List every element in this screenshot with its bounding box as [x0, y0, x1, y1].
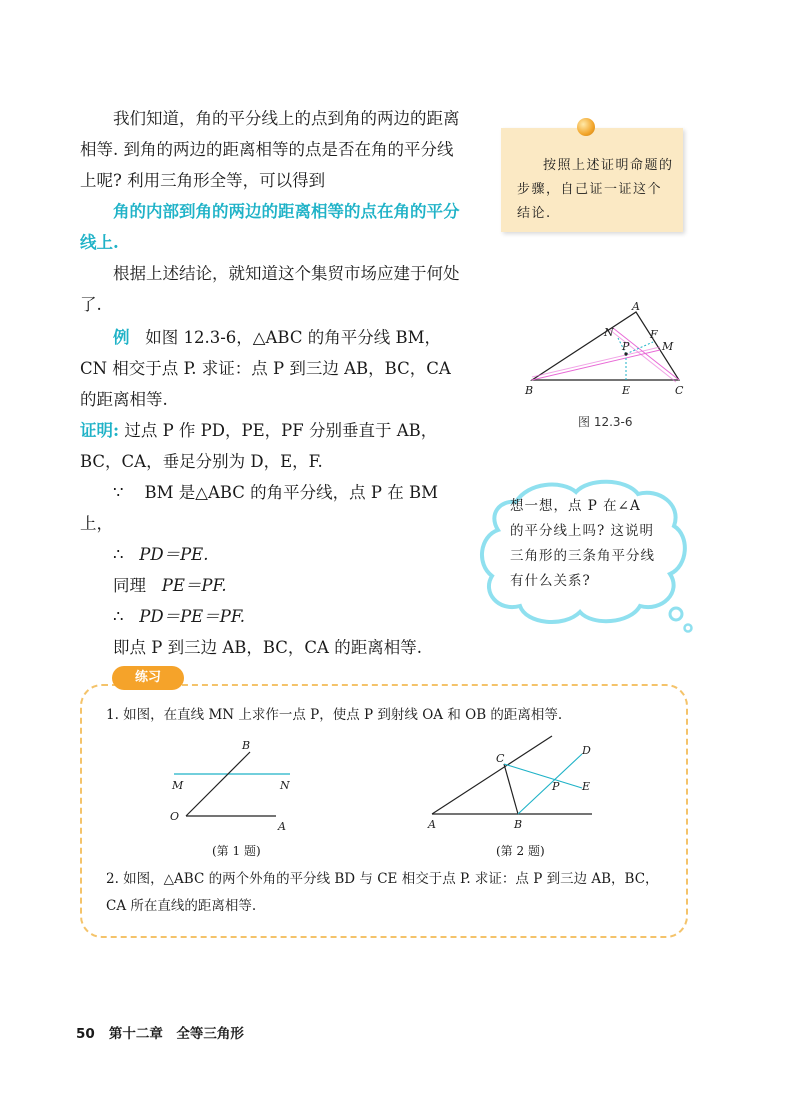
label-b: B — [525, 384, 534, 397]
fig2-label-e: E — [582, 780, 591, 793]
intro-text-block — [80, 103, 465, 320]
example-label: 例 — [113, 328, 130, 347]
side-note — [501, 128, 683, 232]
bisector-bd — [518, 754, 582, 814]
theorem-statement: 角的内部到角的两边的距离相等的点在角的平分线上. — [80, 202, 460, 252]
proof-label: 证明: — [80, 421, 120, 440]
proof-step-2: PD＝PE. — [139, 545, 209, 564]
fig2-label-p: P — [552, 780, 560, 793]
label-e: E — [622, 384, 631, 397]
line-ac-extended — [432, 736, 552, 814]
because-symbol: ∵ — [113, 483, 124, 502]
bisector-cn — [613, 328, 679, 380]
bisector-ce — [504, 764, 582, 788]
practice-figure-1 — [166, 738, 306, 834]
triangle-abc — [532, 312, 679, 380]
practice-question-2: 2. 如图，△ABC 的两个外角的平分线 BD 与 CE 相交于点 P. 求证：点 P 到三边 AB，BC，CA 所在直线的距离相等. — [106, 871, 659, 914]
fig2-label-c: C — [496, 752, 505, 765]
fig1-label-b: B — [242, 739, 251, 752]
fig2-label-a: A — [428, 818, 436, 831]
fig1-label-n: N — [280, 779, 290, 792]
pushpin-icon — [577, 118, 595, 136]
page-number: 50 — [76, 1026, 95, 1042]
proof-step-3: PE＝PF. — [161, 576, 227, 595]
segment-cb — [504, 764, 518, 814]
practice-tab: 练习 — [112, 666, 184, 690]
side-note-text: 按照上述证明命题的步骤，自己证一证这个结论. — [517, 158, 674, 221]
practice-figure-1-caption: (第 1 题) — [212, 844, 261, 858]
label-f: F — [650, 328, 658, 341]
fig1-label-m: M — [172, 779, 184, 792]
figure-caption: 图 12.3-6 — [578, 415, 633, 429]
proof-conclusion: 即点 P 到三边 AB，BC，CA 的距离相等. — [113, 638, 422, 657]
proof-step-4: PD＝PE＝PF. — [139, 607, 245, 626]
think-cloud-text: 想一想，点 P 在∠A 的平分线上吗? 这说明三角形的三条角平分线有什么关系? — [510, 498, 655, 589]
practice-question-1: 1. 如图，在直线 MN 上求作一点 P，使点 P 到射线 OA 和 OB 的距离相等. — [106, 707, 563, 723]
triangle-figure-12-3-6 — [522, 298, 692, 398]
label-n: N — [604, 326, 614, 339]
fig2-label-d: D — [582, 744, 591, 757]
intro-paragraph: 我们知道，角的平分线上的点到角的两边的距离相等. 到角的两边的距离相等的点是否在角的平分线上呢? 利用三角形全等，可以得到 — [80, 109, 460, 190]
label-m: M — [662, 340, 674, 353]
example-block — [80, 322, 465, 663]
practice-figure-2 — [424, 734, 604, 834]
proof-intro: 过点 P 作 PD，PE，PF 分别垂直于 AB，BC，CA，垂足分别为 D，E，F. — [80, 421, 438, 471]
example-problem: 如图 12.3-6，△ABC 的角平分线 BM，CN 相交于点 P. 求证：点 P 到三边 AB，BC，CA 的距离相等. — [80, 328, 451, 409]
fig1-label-a: A — [278, 820, 286, 833]
label-c: C — [675, 384, 684, 397]
application-paragraph: 根据上述结论，就知道这个集贸市场应建于何处了. — [80, 264, 460, 314]
fig1-label-o: O — [170, 810, 180, 823]
ray-ob — [186, 752, 250, 816]
page-footer — [76, 1022, 244, 1042]
label-a: A — [632, 300, 640, 313]
same-reason-label: 同理 — [113, 576, 146, 595]
fig2-label-b: B — [514, 818, 523, 831]
therefore-symbol-2: ∴ — [113, 607, 124, 626]
chapter-title: 第十二章 全等三角形 — [108, 1026, 244, 1042]
therefore-symbol-1: ∴ — [113, 545, 124, 564]
practice-figure-2-caption: (第 2 题) — [496, 844, 545, 858]
label-p: P — [622, 340, 630, 353]
proof-step-1: BM 是△ABC 的角平分线，点 P 在 BM 上， — [80, 483, 439, 533]
